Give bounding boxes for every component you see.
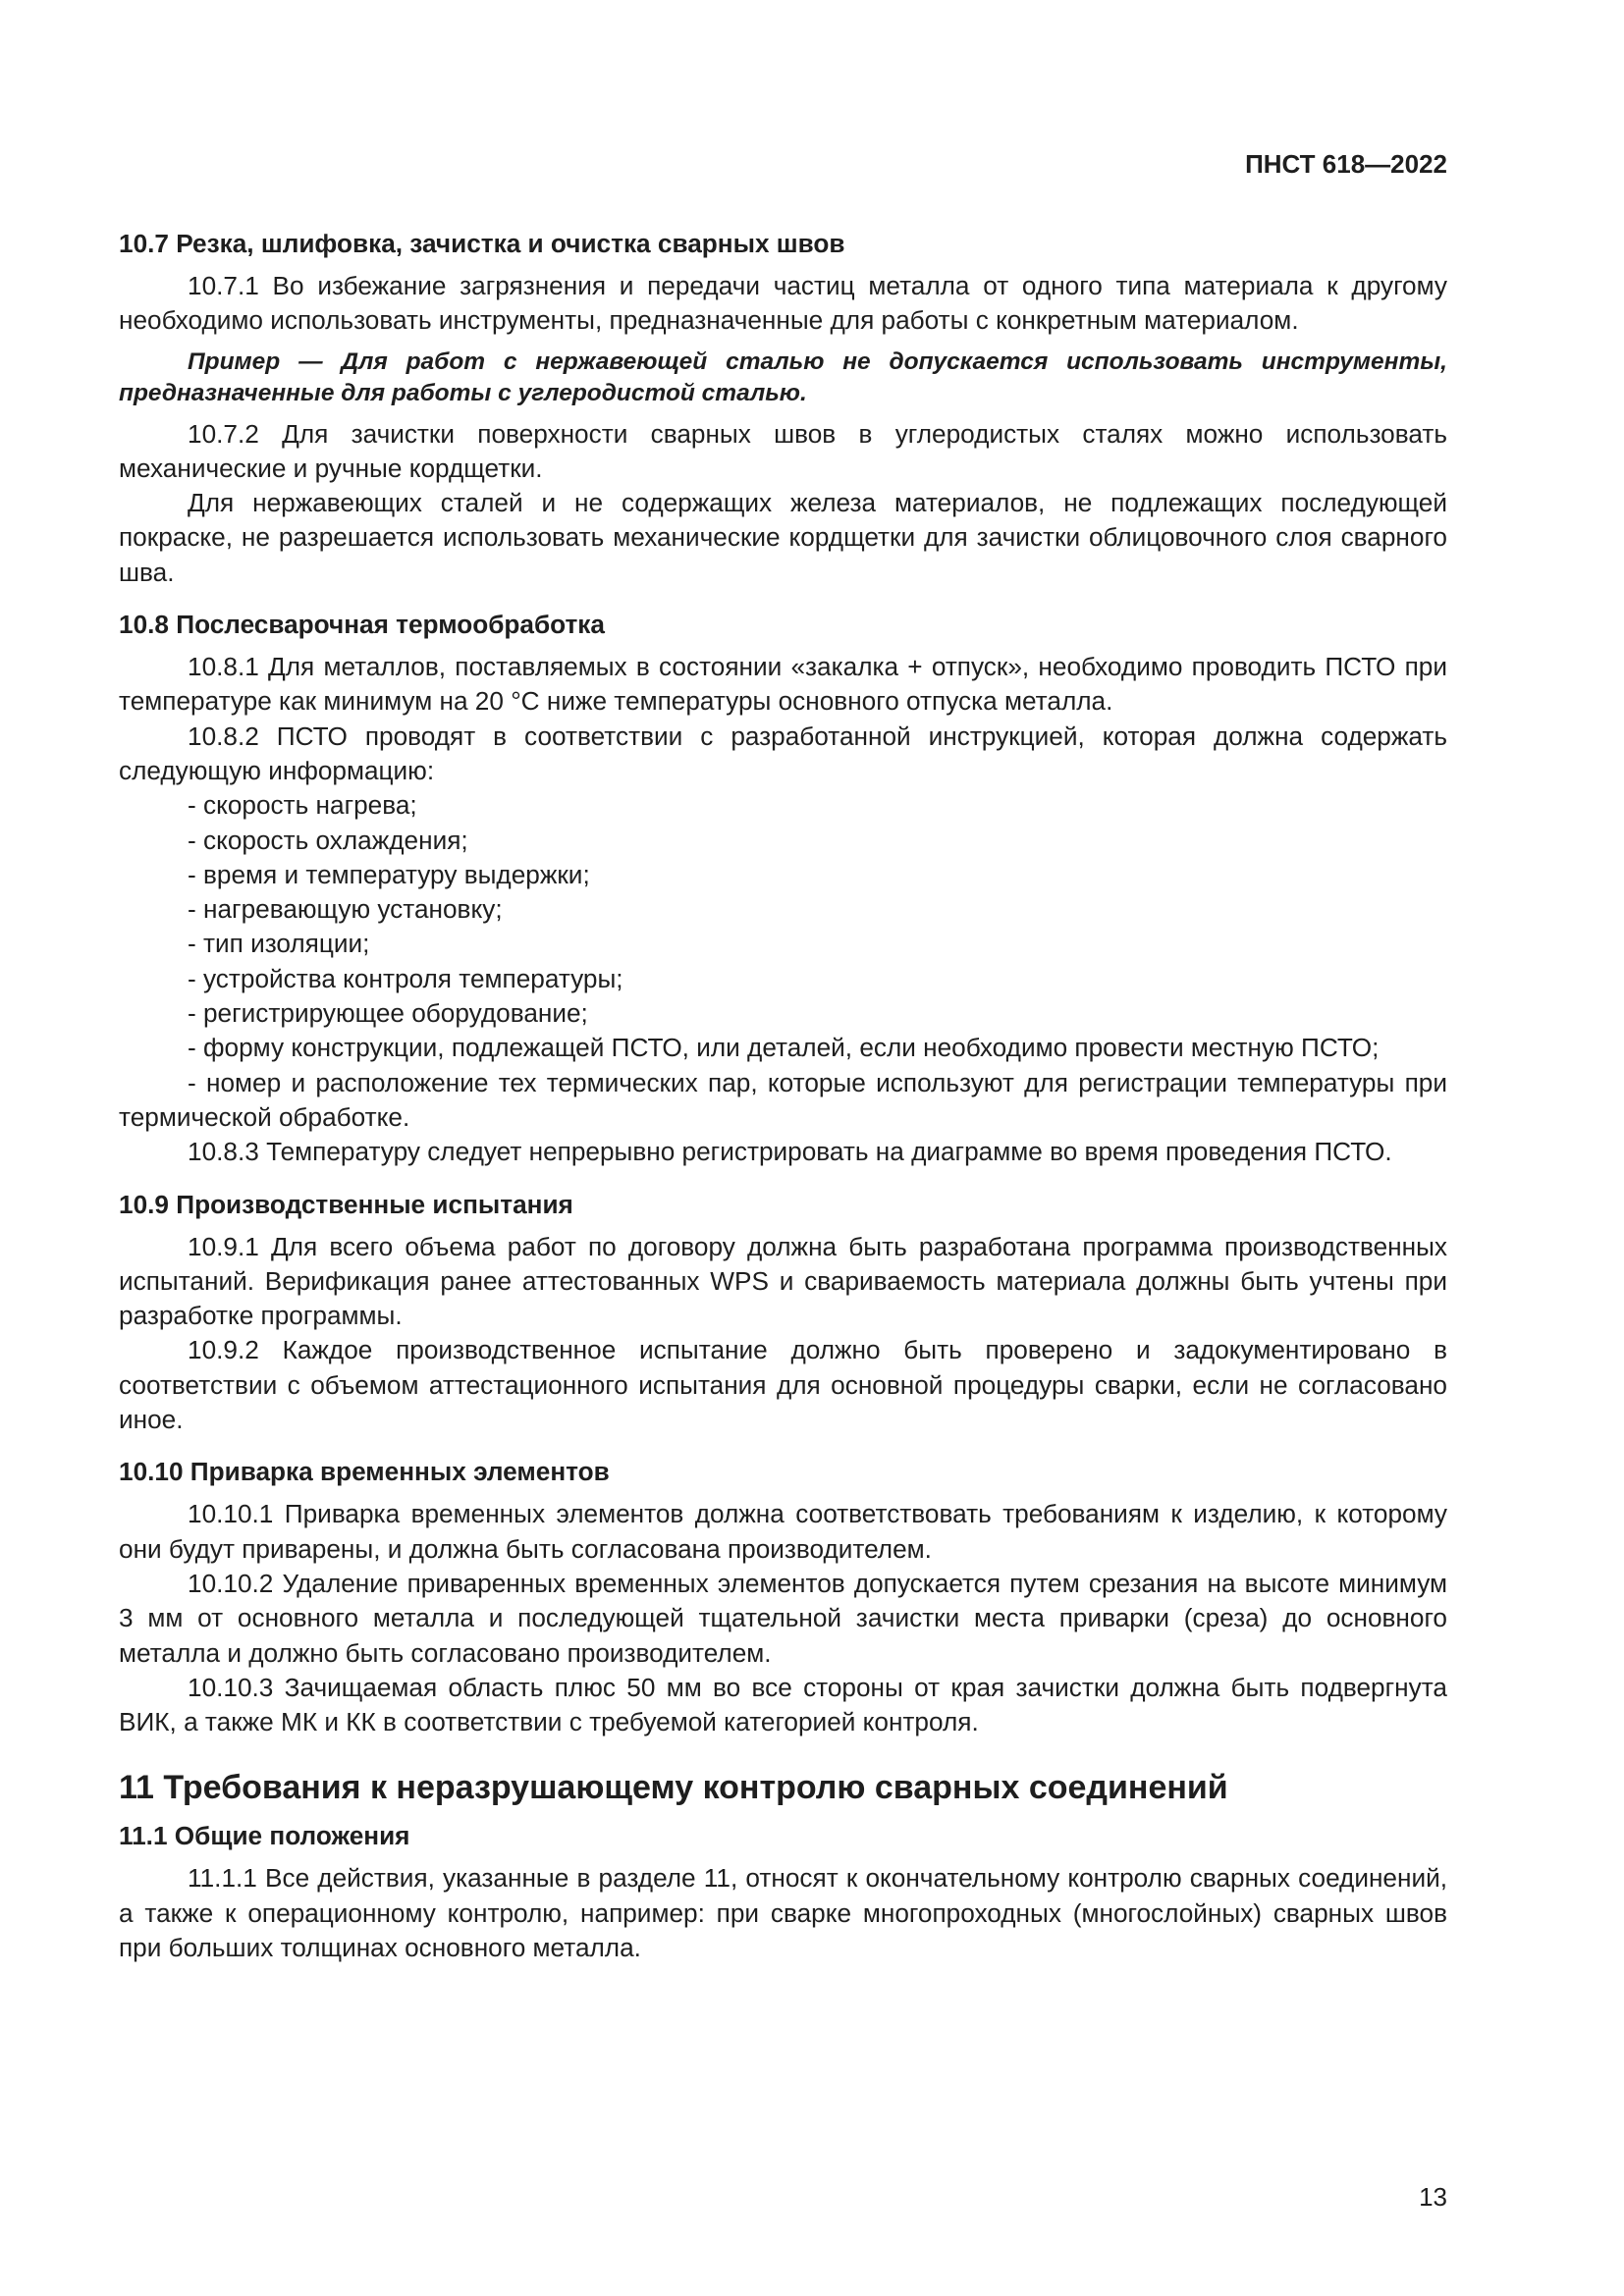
paragraph-10-10-2: 10.10.2 Удаление приваренных временных элементов допускается путем срезания на высоте минимум 3 мм от основного металла и последующей тщательной зачистки места приварки (среза) до основного металла и должно быть согласовано производителем. <box>119 1568 1447 1668</box>
paragraph-10-7-2-cont: Для нержавеющих сталей и не содержащих железа материалов, не подлежащих последующей покраске, не разрешается использовать механические кордщетки для зачистки облицовочного слоя сварного шва. <box>119 488 1447 587</box>
paragraph-10-8-1: 10.8.1 Для металлов, поставляемых в состоянии «закалка + отпуск», необходимо проводить ПСТО при температуре как минимум на 20 °С ниже температуры основного отпуска металла. <box>119 652 1447 717</box>
page-number: 13 <box>1419 2182 1447 2212</box>
list-item: - устройства контроля температуры; <box>188 963 623 993</box>
paragraph-10-9-2: 10.9.2 Каждое производственное испытание должно быть проверено и задокументировано в соответствии с объемом аттестационного испытания для основной процедуры сварки, если не согласовано иное. <box>119 1335 1447 1435</box>
section-10-9-heading: 10.9 Производственные испытания <box>119 1189 573 1219</box>
list-item: - регистрирующее оборудование; <box>188 998 588 1029</box>
list-item: - нагревающую установку; <box>188 894 503 925</box>
list-item: - скорость нагрева; <box>188 790 417 821</box>
section-10-8-heading: 10.8 Послесварочная термообработка <box>119 610 605 640</box>
section-11-1-heading: 11.1 Общие положения <box>119 1821 410 1851</box>
list-item: - тип изоляции; <box>188 929 370 959</box>
list-item: - форму конструкции, подлежащей ПСТО, или деталей, если необходимо провести местную ПСТО; <box>188 1033 1380 1063</box>
document-code: ПНСТ 618—2022 <box>1245 149 1447 179</box>
section-11-heading: 11 Требования к неразрушающему контролю сварных соединений <box>119 1769 1228 1807</box>
pwht-requirements-list <box>119 788 1447 1135</box>
section-10-10-heading: 10.10 Приварка временных элементов <box>119 1457 610 1487</box>
paragraph-10-7-1: 10.7.1 Во избежание загрязнения и передачи частиц металла от одного типа материала к другому необходимо использовать инструменты, предназначенные для работы с конкретным материалом. <box>119 271 1447 336</box>
section-10-7-heading: 10.7 Резка, шлифовка, зачистка и очистка сварных швов <box>119 229 845 258</box>
page-content <box>119 227 1447 1965</box>
paragraph-10-8-2: 10.8.2 ПСТО проводят в соответствии с разработанной инструкцией, которая должна содержать следующую информацию: <box>119 721 1447 785</box>
list-item: - номер и расположение тех термических пар, которые используют для регистрации температуры при термической обработке. <box>119 1067 1447 1132</box>
paragraph-10-7-2: 10.7.2 Для зачистки поверхности сварных швов в углеродистых сталях можно использовать механические и ручные кордщетки. <box>119 418 1447 483</box>
list-item: - время и температуру выдержки; <box>188 859 590 889</box>
paragraph-10-8-3: 10.8.3 Температуру следует непрерывно регистрировать на диаграмме во время проведения ПСТО. <box>188 1137 1392 1167</box>
paragraph-11-1-1: 11.1.1 Все действия, указанные в разделе 11, относят к окончательному контролю сварных соединений, а также к операционному контролю, например: при сварке многопроходных (многослойных) сварных швов при больших толщинах основного металла. <box>119 1863 1447 1962</box>
paragraph-10-9-1: 10.9.1 Для всего объема работ по договору должна быть разработана программа производственных испытаний. Верификация ранее аттестованных WPS и свариваемость материала должны быть учтены при разработке программы. <box>119 1231 1447 1331</box>
paragraph-10-10-1: 10.10.1 Приварка временных элементов должна соответствовать требованиям к изделию, к которому они будут приварены, и должна быть согласована производителем. <box>119 1499 1447 1564</box>
paragraph-10-10-3: 10.10.3 Зачищаемая область плюс 50 мм во все стороны от края зачистки должна быть подвергнута ВИК, а также МК и КК в соответствии с требуемой категорией контроля. <box>119 1672 1447 1737</box>
list-item: - скорость охлаждения; <box>188 825 468 855</box>
example-note: Пример — Для работ с нержавеющей сталью не допускается использовать инструменты, предназначенные для работы с углеродистой сталью. <box>119 347 1447 406</box>
